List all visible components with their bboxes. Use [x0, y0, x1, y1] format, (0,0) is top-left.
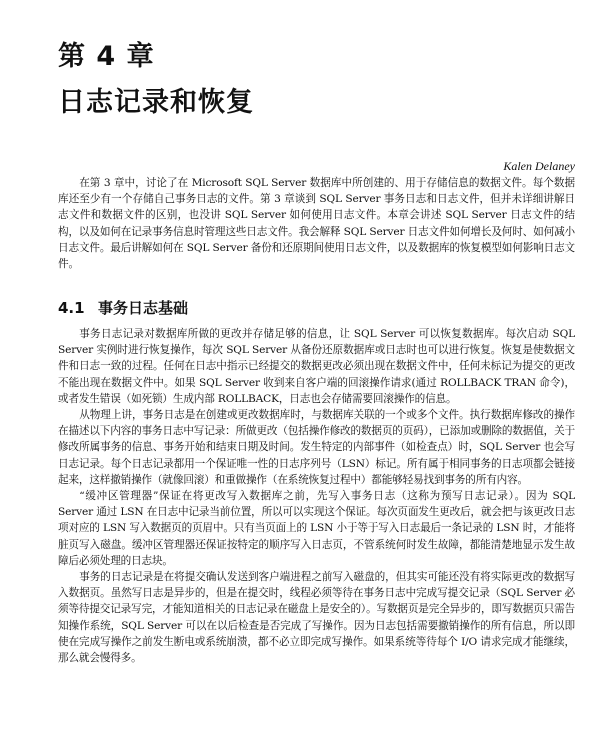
body-paragraph-2: 从物理上讲，事务日志是在创建或更改数据库时，与数据库关联的一个或多个文件。执行数据库修改的操作在描述以下内容的事务日志中写记录：所做更改（包括操作修改的数据页的页码），已添加或删除的数据值，关于修改所属事务的信息、事务开始和结束日期及时间。发生特定的内部事件（如检查点）时，SQL Server 也会写日志记录。每个日志记录都用一个保证唯一性的日志序列号（LSN）标记。所有属于相同事务的日志项都会链接起来，这样撤销操作（就像回滚）和重做操作（在系统恢复过程中）都能够轻易找到事务的所有内容。	[58, 409, 575, 486]
body-paragraph-1: 事务日志记录对数据库所做的更改并存储足够的信息，让 SQL Server 可以恢复数据库。每次启动 SQL Server 实例时进行恢复操作，每次 SQL Server 从备份还原数据库或日志时也可以进行恢复。恢复是使数据文件和日志一致的过程。任何在日志中指示已经提交的数据更改必须出现在数据文件中，任何未标记为提交的更改不能出现在数据文件中。如果 SQL Server 收到来自客户端的回滚操作请求(通过 ROLLBACK TRAN 命令)，或者发生错误（如死锁）生成内部 ROLLBACK，日志也会存储需要回滚操作的信息。	[58, 328, 575, 405]
body-paragraph-3: “缓冲区管理器”保证在将更改写入数据库之前，先写入事务日志（这称为预写日志记录）。因为 SQL Server 通过 LSN 在日志中记录当前位置，所以可以实现这个保证。每次页面发生更改后，就会把与该更改日志项对应的 LSN 写入数据页的页眉中。只有当页面上的 LSN 小于等于写入日志最后一条记录的 LSN 时，才能将脏页写入磁盘。缓冲区管理器还保证按特定的顺序写入日志页，不管系统何时发生故障，都能清楚地显示发生故障后必须处理的日志块。	[58, 490, 575, 567]
intro-section	[58, 175, 575, 272]
body-paragraph-4: 事务的日志记录是在将提交确认发送到客户端进程之前写入磁盘的，但其实可能还没有将实际更改的数据写入数据页。虽然写日志是异步的，但是在提交时，线程必须等待在事务日志中完成写提交记录（SQL Server 必须等待提交记录写完，才能知道相关的日志记录在磁盘上是安全的）。写数据页是完全异步的，即写数据页只需告知操作系统，SQL Server 可以在以后检查是否完成了写操作。因为日志包括需要撤销操作的所有信息，所以即使在完成写操作之前发生断电或系统崩溃，都不必立即完成写操作。如果系统等待每个 I/O 请求完成才能继续，那么就会慢得多。	[58, 571, 575, 665]
section-heading	[58, 298, 188, 318]
author-name: Kalen Delaney	[503, 159, 575, 173]
section-body	[58, 326, 575, 666]
section-title: 事务日志基础	[98, 299, 189, 317]
chapter-number: 第 4 章	[58, 41, 155, 72]
intro-paragraph: 在第 3 章中，讨论了在 Microsoft SQL Server 数据库中所创建的、用于存储信息的数据文件。每个数据库还至少有一个存储自己事务日志的文件。第 3 章谈到 SQL Server 事务日志和日志文件，但并未详细讲解日志文件和数据文件的区别，也没讲 SQL Server 如何使用日志文件。本章会讲述 SQL Server 日志文件的结构，以及如何在记录事务信息时管理这些日志文件。我会解释 SQL Server 日志文件如何增长及何时、如何减小日志文件。最后讲解如何在 SQL Server 备份和还原期间使用日志文件，以及数据库的恢复模型如何影响日志文件。	[58, 177, 575, 271]
section-number: 4.1	[58, 299, 85, 317]
chapter-title: 日志记录和恢复	[58, 87, 254, 118]
